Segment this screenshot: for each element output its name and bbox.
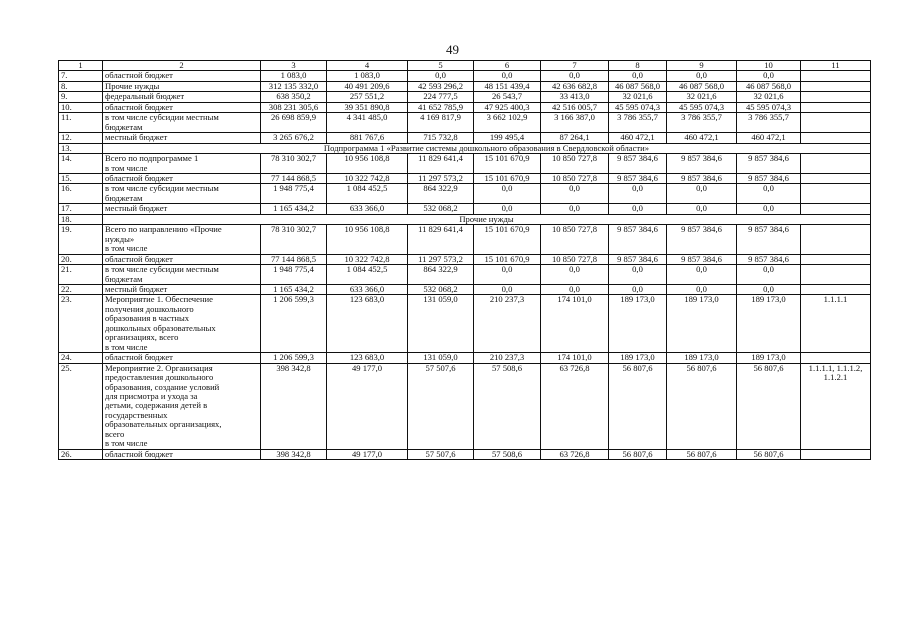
value-cell: 1 165 434,2 (261, 284, 327, 294)
value-cell: 10 850 727,8 (541, 225, 609, 254)
value-cell: 189 173,0 (667, 295, 737, 353)
table-row (59, 225, 871, 254)
row-number: 12. (59, 133, 103, 143)
value-cell: 0,0 (667, 284, 737, 294)
row-label (103, 154, 261, 174)
value-cell: 32 021,6 (609, 92, 667, 102)
row-label-line: областной бюджет (105, 173, 173, 183)
row-label-line: получения дошкольного (105, 303, 194, 314)
value-cell: 77 144 868,5 (261, 173, 327, 183)
value-cell: 3 786 355,7 (609, 113, 667, 133)
value-cell: 46 087 568,0 (737, 81, 801, 91)
row-label (103, 265, 261, 285)
value-cell: 0,0 (667, 204, 737, 214)
row-label (103, 81, 261, 91)
value-cell: 10 322 742,8 (327, 173, 408, 183)
row-label-line: в том числе (105, 243, 148, 254)
reference-cell (801, 225, 871, 254)
table-row (59, 133, 871, 143)
row-label-line: местный бюджет (105, 203, 168, 214)
value-cell: 40 491 209,6 (327, 81, 408, 91)
reference-cell (801, 254, 871, 264)
value-cell: 45 595 074,3 (667, 102, 737, 112)
row-label-line: областной бюджет (105, 352, 173, 363)
reference-line: 1.1.1.1 (823, 294, 848, 305)
value-cell: 0,0 (609, 204, 667, 214)
row-label (103, 173, 261, 183)
value-cell: 4 169 817,9 (408, 113, 474, 133)
value-cell: 174 101,0 (541, 295, 609, 353)
value-cell: 1 084 452,5 (327, 184, 408, 204)
table-row (59, 102, 871, 112)
value-cell: 15 101 670,9 (474, 154, 541, 174)
row-label (103, 71, 261, 81)
row-label (103, 449, 261, 459)
value-cell: 3 786 355,7 (737, 113, 801, 133)
value-cell: 257 551,2 (327, 92, 408, 102)
value-cell: 10 322 742,8 (327, 254, 408, 264)
table-row (59, 254, 871, 264)
row-number: 8. (59, 81, 103, 91)
value-cell: 56 807,6 (737, 363, 801, 449)
value-cell: 10 956 108,8 (327, 154, 408, 174)
value-cell: 3 166 387,0 (541, 113, 609, 133)
value-cell: 56 807,6 (609, 363, 667, 449)
value-cell: 0,0 (541, 184, 609, 204)
row-label-line: образования, создание условий (105, 381, 220, 392)
row-number: 13. (59, 143, 103, 153)
header-cell: 6 (474, 61, 541, 71)
row-label-line: местный бюджет (105, 284, 168, 294)
value-cell: 56 807,6 (737, 449, 801, 459)
header-cell: 9 (667, 61, 737, 71)
value-cell: 11 297 573,2 (408, 173, 474, 183)
row-label-line: бюджетам (105, 192, 143, 203)
budget-table (58, 60, 871, 460)
row-number: 26. (59, 449, 103, 459)
value-cell: 78 310 302,7 (261, 154, 327, 174)
table-row (59, 113, 871, 133)
header-row (59, 61, 871, 71)
reference-cell (801, 71, 871, 81)
row-number: 16. (59, 184, 103, 204)
value-cell: 57 508,6 (474, 363, 541, 449)
row-label (103, 353, 261, 363)
value-cell: 32 021,6 (667, 92, 737, 102)
value-cell: 11 829 641,4 (408, 225, 474, 254)
value-cell: 9 857 384,6 (609, 154, 667, 174)
reference-cell (801, 133, 871, 143)
value-cell: 39 351 890,8 (327, 102, 408, 112)
value-cell: 0,0 (609, 284, 667, 294)
reference-cell (801, 284, 871, 294)
row-label-line: областной бюджет (105, 70, 173, 81)
table-row (59, 363, 871, 449)
value-cell: 0,0 (737, 184, 801, 204)
value-cell: 57 508,6 (474, 449, 541, 459)
value-cell: 864 322,9 (408, 184, 474, 204)
value-cell: 1 206 599,3 (261, 295, 327, 353)
row-label-line: областной бюджет (105, 254, 173, 264)
row-number: 9. (59, 92, 103, 102)
header-cell: 10 (737, 61, 801, 71)
table-row (59, 71, 871, 81)
value-cell: 460 472,1 (667, 133, 737, 143)
row-label (103, 204, 261, 214)
table-row (59, 204, 871, 214)
value-cell: 0,0 (474, 184, 541, 204)
value-cell: 63 726,8 (541, 449, 609, 459)
row-number: 19. (59, 225, 103, 254)
value-cell: 10 850 727,8 (541, 254, 609, 264)
reference-cell (801, 92, 871, 102)
value-cell: 0,0 (609, 71, 667, 81)
reference-line: 1.1.2.1 (823, 372, 848, 383)
value-cell: 1 948 775,4 (261, 184, 327, 204)
value-cell: 0,0 (737, 265, 801, 285)
row-label (103, 102, 261, 112)
value-cell: 224 777,5 (408, 92, 474, 102)
row-label (103, 363, 261, 449)
value-cell: 189 173,0 (609, 295, 667, 353)
value-cell: 864 322,9 (408, 265, 474, 285)
section-row (59, 143, 871, 153)
header-cell: 5 (408, 61, 474, 71)
table-row (59, 284, 871, 294)
table-row (59, 81, 871, 91)
value-cell: 41 652 785,9 (408, 102, 474, 112)
value-cell: 0,0 (737, 284, 801, 294)
row-label-line: областной бюджет (105, 102, 173, 112)
value-cell: 3 662 102,9 (474, 113, 541, 133)
value-cell: 56 807,6 (667, 363, 737, 449)
row-label-line: Всего по подпрограмме 1 (105, 153, 199, 164)
value-cell: 9 857 384,6 (609, 173, 667, 183)
value-cell: 42 593 296,2 (408, 81, 474, 91)
value-cell: 0,0 (541, 71, 609, 81)
row-label-line: для присмотра и ухода за (105, 390, 198, 401)
value-cell: 87 264,1 (541, 133, 609, 143)
value-cell: 1 165 434,2 (261, 204, 327, 214)
value-cell: 460 472,1 (737, 133, 801, 143)
row-label (103, 92, 261, 102)
value-cell: 532 068,2 (408, 284, 474, 294)
value-cell: 77 144 868,5 (261, 254, 327, 264)
value-cell: 0,0 (474, 265, 541, 285)
value-cell: 0,0 (609, 265, 667, 285)
value-cell: 0,0 (541, 284, 609, 294)
row-label-line: Прочие нужды (105, 81, 160, 91)
row-label-line: государственных (105, 409, 168, 420)
value-cell: 57 507,6 (408, 449, 474, 459)
value-cell: 57 507,6 (408, 363, 474, 449)
reference-cell (801, 363, 871, 449)
row-number: 21. (59, 265, 103, 285)
header-cell: 1 (59, 61, 103, 71)
row-label (103, 133, 261, 143)
reference-cell (801, 265, 871, 285)
value-cell: 0,0 (667, 184, 737, 204)
reference-cell (801, 295, 871, 353)
reference-cell (801, 154, 871, 174)
row-label-line: в том числе субсидии местным (105, 264, 219, 275)
value-cell: 123 683,0 (327, 295, 408, 353)
row-label-line: в том числе субсидии местным (105, 183, 219, 194)
value-cell: 189 173,0 (737, 353, 801, 363)
row-label-line: Мероприятие 1. Обеспечение (105, 294, 213, 305)
row-number: 17. (59, 204, 103, 214)
value-cell: 26 543,7 (474, 92, 541, 102)
value-cell: 0,0 (541, 265, 609, 285)
row-label-line: бюджетам (105, 273, 143, 284)
value-cell: 46 087 568,0 (609, 81, 667, 91)
row-label-line: детьми, содержания детей в (105, 400, 208, 411)
value-cell: 9 857 384,6 (609, 225, 667, 254)
table-body (59, 61, 871, 460)
value-cell: 131 059,0 (408, 353, 474, 363)
value-cell: 0,0 (541, 204, 609, 214)
table-row (59, 154, 871, 174)
header-cell: 11 (801, 61, 871, 71)
value-cell: 0,0 (474, 284, 541, 294)
value-cell: 881 767,6 (327, 133, 408, 143)
value-cell: 308 231 305,6 (261, 102, 327, 112)
row-label-line: дошкольных образовательных (105, 322, 216, 333)
value-cell: 56 807,6 (609, 449, 667, 459)
value-cell: 460 472,1 (609, 133, 667, 143)
value-cell: 189 173,0 (737, 295, 801, 353)
row-number: 15. (59, 173, 103, 183)
value-cell: 0,0 (474, 204, 541, 214)
value-cell: 189 173,0 (609, 353, 667, 363)
value-cell: 9 857 384,6 (667, 225, 737, 254)
table-row (59, 353, 871, 363)
value-cell: 131 059,0 (408, 295, 474, 353)
row-label-line: в том числе (105, 162, 148, 173)
value-cell: 15 101 670,9 (474, 254, 541, 264)
row-label-line: Всего по направлению «Прочие (105, 224, 222, 235)
row-label-line: федеральный бюджет (105, 91, 185, 102)
table-row (59, 184, 871, 204)
value-cell: 3 265 676,2 (261, 133, 327, 143)
value-cell: 32 021,6 (737, 92, 801, 102)
row-number: 18. (59, 214, 103, 224)
reference-cell (801, 113, 871, 133)
row-label (103, 225, 261, 254)
value-cell: 9 857 384,6 (609, 254, 667, 264)
value-cell: 9 857 384,6 (667, 154, 737, 174)
value-cell: 0,0 (609, 184, 667, 204)
row-number: 10. (59, 102, 103, 112)
value-cell: 42 516 005,7 (541, 102, 609, 112)
value-cell: 189 173,0 (667, 353, 737, 363)
value-cell: 0,0 (667, 71, 737, 81)
reference-cell (801, 353, 871, 363)
reference-cell (801, 81, 871, 91)
header-cell: 7 (541, 61, 609, 71)
value-cell: 11 297 573,2 (408, 254, 474, 264)
reference-cell (801, 184, 871, 204)
row-label-line: в том числе (105, 341, 148, 352)
value-cell: 63 726,8 (541, 363, 609, 449)
row-label-line: местный бюджет (105, 132, 168, 143)
value-cell: 42 636 682,8 (541, 81, 609, 91)
value-cell: 0,0 (408, 71, 474, 81)
value-cell: 49 177,0 (327, 449, 408, 459)
value-cell: 78 310 302,7 (261, 225, 327, 254)
reference-cell (801, 204, 871, 214)
value-cell: 123 683,0 (327, 353, 408, 363)
value-cell: 48 151 439,4 (474, 81, 541, 91)
row-number: 14. (59, 154, 103, 174)
value-cell: 1 083,0 (327, 71, 408, 81)
row-number: 24. (59, 353, 103, 363)
value-cell: 26 698 859,9 (261, 113, 327, 133)
value-cell: 9 857 384,6 (737, 173, 801, 183)
row-label (103, 295, 261, 353)
row-number: 20. (59, 254, 103, 264)
value-cell: 9 857 384,6 (667, 173, 737, 183)
value-cell: 532 068,2 (408, 204, 474, 214)
value-cell: 45 595 074,3 (609, 102, 667, 112)
value-cell: 11 829 641,4 (408, 154, 474, 174)
value-cell: 46 087 568,0 (667, 81, 737, 91)
value-cell: 56 807,6 (667, 449, 737, 459)
row-label (103, 254, 261, 264)
page-number: 49 (446, 42, 459, 57)
row-label-line: всего (105, 428, 125, 439)
table-row (59, 449, 871, 459)
table-row (59, 295, 871, 353)
value-cell: 210 237,3 (474, 295, 541, 353)
value-cell: 210 237,3 (474, 353, 541, 363)
value-cell: 1 084 452,5 (327, 265, 408, 285)
row-label-line: в том числе (105, 438, 148, 449)
value-cell: 10 956 108,8 (327, 225, 408, 254)
value-cell: 0,0 (737, 204, 801, 214)
value-cell: 199 495,4 (474, 133, 541, 143)
value-cell: 9 857 384,6 (737, 254, 801, 264)
section-title: Подпрограмма 1 «Развитие системы дошкольного образования в Свердловской области» (103, 143, 871, 153)
reference-line: 1.1.1.1, 1.1.1.2, (808, 363, 863, 373)
row-number: 25. (59, 363, 103, 449)
value-cell: 10 850 727,8 (541, 173, 609, 183)
row-label-line: Мероприятие 2. Организация (105, 363, 213, 373)
value-cell: 9 857 384,6 (737, 225, 801, 254)
header-cell: 8 (609, 61, 667, 71)
value-cell: 33 413,0 (541, 92, 609, 102)
value-cell: 398 342,8 (261, 449, 327, 459)
value-cell: 15 101 670,9 (474, 225, 541, 254)
value-cell: 10 850 727,8 (541, 154, 609, 174)
value-cell: 1 948 775,4 (261, 265, 327, 285)
row-label (103, 113, 261, 133)
value-cell: 312 135 332,0 (261, 81, 327, 91)
header-cell: 2 (103, 61, 261, 71)
table-row (59, 173, 871, 183)
value-cell: 9 857 384,6 (667, 254, 737, 264)
value-cell: 4 341 485,0 (327, 113, 408, 133)
value-cell: 174 101,0 (541, 353, 609, 363)
row-label-line: в том числе субсидии местным (105, 112, 219, 123)
section-title: Прочие нужды (103, 214, 871, 224)
reference-cell (801, 102, 871, 112)
value-cell: 1 206 599,3 (261, 353, 327, 363)
row-number: 7. (59, 71, 103, 81)
header-cell: 3 (261, 61, 327, 71)
row-label-line: бюджетам (105, 121, 143, 132)
value-cell: 633 366,0 (327, 284, 408, 294)
value-cell: 49 177,0 (327, 363, 408, 449)
value-cell: 3 786 355,7 (667, 113, 737, 133)
value-cell: 0,0 (474, 71, 541, 81)
row-label-line: нужды» (105, 233, 135, 244)
row-label-line: областной бюджет (105, 449, 173, 459)
row-number: 22. (59, 284, 103, 294)
row-label-line: организациях, всего (105, 332, 179, 343)
value-cell: 0,0 (737, 71, 801, 81)
value-cell: 398 342,8 (261, 363, 327, 449)
reference-cell (801, 449, 871, 459)
value-cell: 715 732,8 (408, 133, 474, 143)
value-cell: 638 350,2 (261, 92, 327, 102)
value-cell: 0,0 (667, 265, 737, 285)
row-label-line: образовательных организациях, (105, 419, 222, 430)
row-label-line: предоставления дошкольного (105, 372, 214, 383)
row-label (103, 184, 261, 204)
value-cell: 45 595 074,3 (737, 102, 801, 112)
header-cell: 4 (327, 61, 408, 71)
value-cell: 1 083,0 (261, 71, 327, 81)
table-row (59, 92, 871, 102)
reference-cell (801, 173, 871, 183)
row-number: 11. (59, 113, 103, 133)
row-number: 23. (59, 295, 103, 353)
section-row (59, 214, 871, 224)
value-cell: 47 925 400,3 (474, 102, 541, 112)
value-cell: 15 101 670,9 (474, 173, 541, 183)
row-label-line: образования в частных (105, 313, 190, 324)
value-cell: 9 857 384,6 (737, 154, 801, 174)
value-cell: 633 366,0 (327, 204, 408, 214)
table-row (59, 265, 871, 285)
row-label (103, 284, 261, 294)
